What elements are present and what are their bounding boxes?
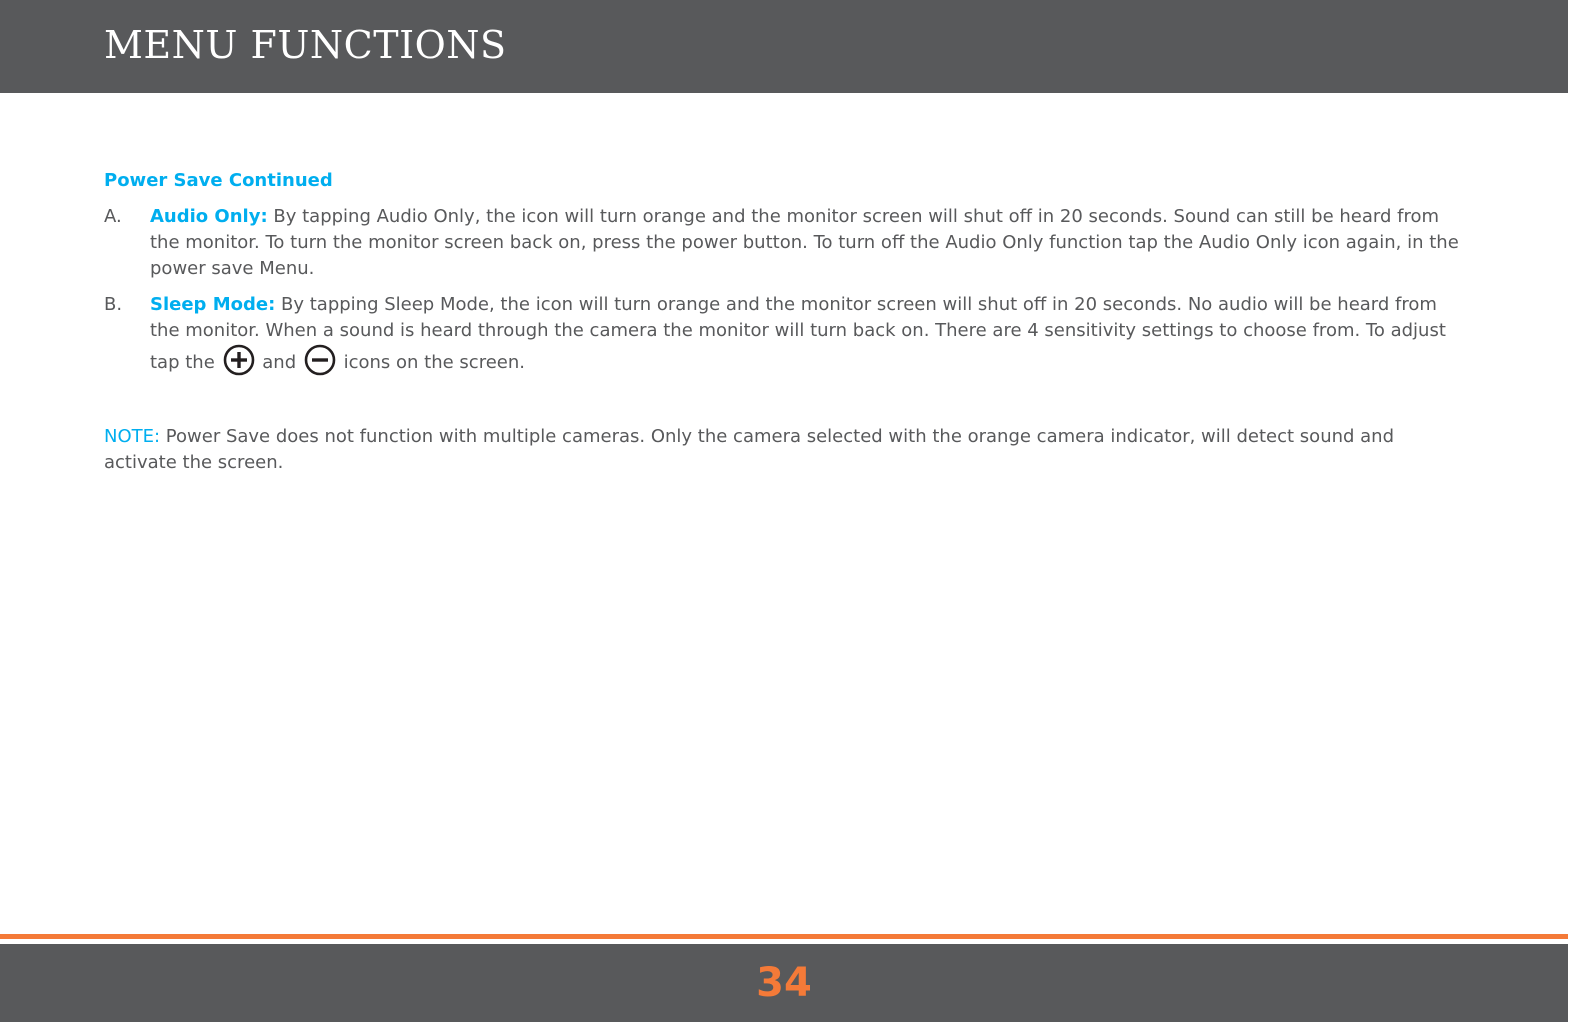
note-label: NOTE: bbox=[104, 426, 161, 447]
list-marker: B. bbox=[104, 294, 123, 315]
audio-only-label: Audio Only: bbox=[150, 206, 268, 227]
audio-only-description: By tapping Audio Only, the icon will turn orange and the monitor screen will shut off in 20 seconds. Sound can still be heard from the monitor. To turn the monitor screen back on, press the power button. To turn off the Audio Only function tap the Audio Only icon again, in the power save Menu. bbox=[150, 206, 1459, 279]
page-title: MENU FUNCTIONS bbox=[104, 23, 507, 67]
header-bar bbox=[0, 0, 1568, 93]
footer-divider bbox=[0, 934, 1568, 939]
sleep-mode-end: icons on the screen. bbox=[343, 352, 525, 373]
plus-circle-icon bbox=[223, 344, 255, 376]
note-paragraph bbox=[104, 424, 1469, 476]
sleep-mode-label: Sleep Mode: bbox=[150, 294, 276, 315]
main-content bbox=[104, 168, 1469, 476]
note-text: Power Save does not function with multiple cameras. Only the camera selected with the orange camera indicator, will detect sound and activate the screen. bbox=[104, 426, 1395, 473]
list-item-audio-only bbox=[104, 204, 1469, 282]
page-number: 34 bbox=[756, 960, 812, 1006]
sleep-mode-description: By tapping Sleep Mode, the icon will turn orange and the monitor screen will shut off in 20 seconds. No audio will be heard from the monitor. When a sound is heard through the camera the monitor will turn back on. There are 4 sensitivity settings to choose from. To adjust tap the bbox=[150, 294, 1446, 373]
minus-circle-icon bbox=[304, 344, 336, 376]
section-heading: Power Save Continued bbox=[104, 170, 333, 191]
list-marker: A. bbox=[104, 206, 122, 227]
list-item-sleep-mode bbox=[104, 292, 1469, 376]
sleep-mode-and: and bbox=[262, 352, 297, 373]
